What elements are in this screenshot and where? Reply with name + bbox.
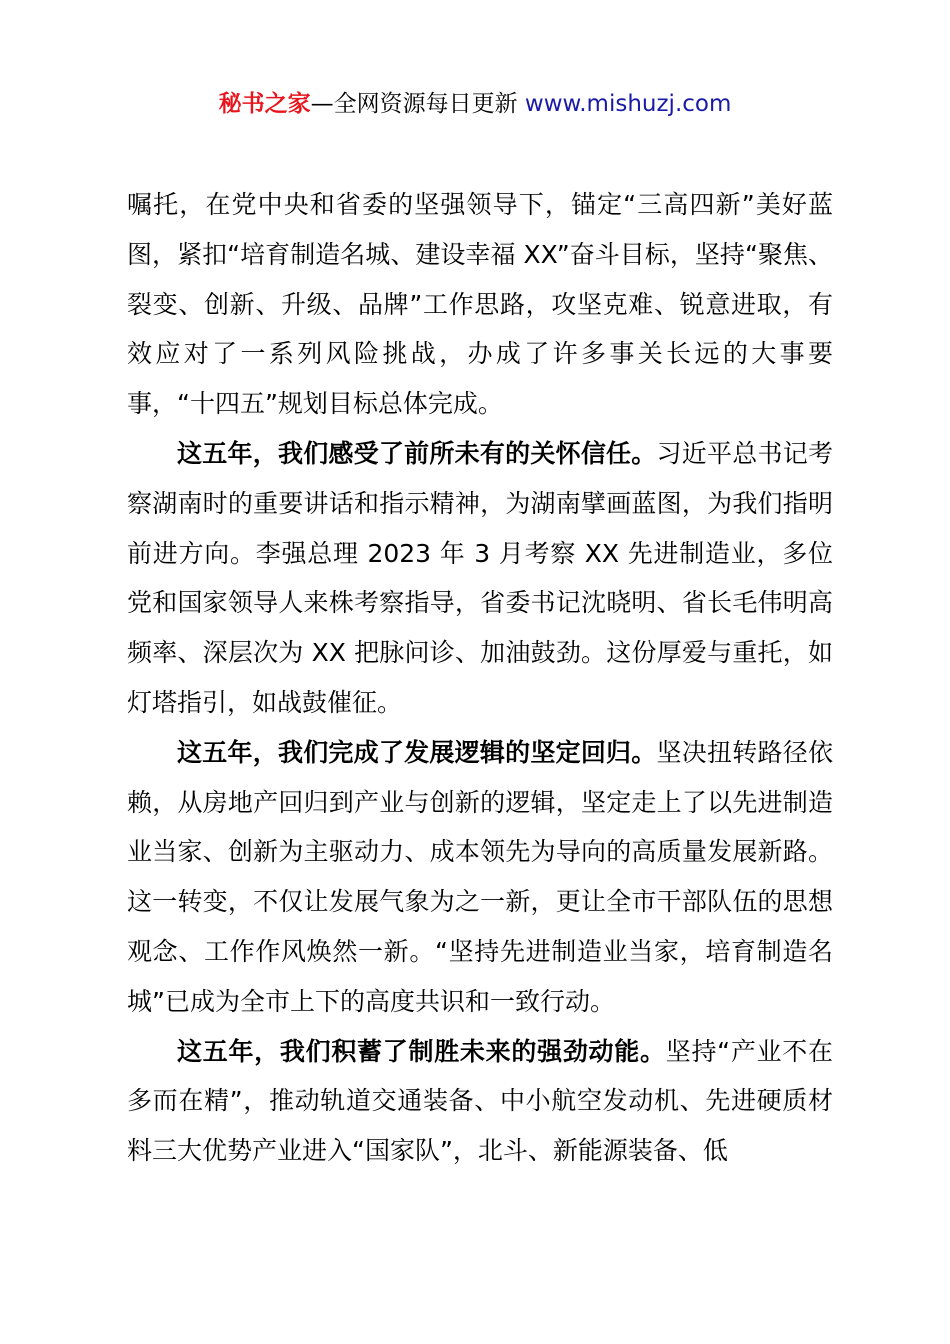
header-tagline: —全网资源每日更新 bbox=[310, 91, 525, 117]
paragraph-text: 嘱托，在党中央和省委的坚强领导下，锚定“三高四新”美好蓝图，紧扣“培育制造名城、建设幸福 XX”奋斗目标，坚持“聚焦、裂变、创新、升级、品牌”工作思路，攻坚克难、锐意进取，有效应对了一系列风险挑战，办成了许多事关长远的大事要事，“十四五”规划目标总体完成。 bbox=[127, 190, 833, 419]
paragraph-text: 坚决扭转路径依赖，从房地产回归到产业与创新的逻辑，坚定走上了以先进制造业当家、创新为主驱动力、成本领先为导向的高质量发展新路。这一转变，不仅让发展气象为之一新，更让全市干部队伍的思想观念、工作作风焕然一新。“坚持先进制造业当家，培育制造名城”已成为全市上下的高度共识和一致行动。 bbox=[127, 737, 833, 1016]
paragraph-4 bbox=[127, 1027, 833, 1176]
paragraph-text: 习近平总书记考察湖南时的重要讲话和指示精神，为湖南擘画蓝图，为我们指明前进方向。李强总理 2023 年 3 月考察 XX 先进制造业，多位党和国家领导人来株考察指导，省委书记沈晓明、省长毛伟明高频率、深层次为 XX 把脉问诊、加油鼓劲。这份厚爱与重托，如灯塔指引，如战鼓催征。 bbox=[127, 438, 833, 717]
paragraph-lead: 这五年，我们完成了发展逻辑的坚定回归。 bbox=[177, 737, 657, 767]
paragraph-3 bbox=[127, 728, 833, 1027]
paragraph-text: 坚持“产业不在多而在精”，推动轨道交通装备、中小航空发动机、先进硬质材料三大优势产业进入“国家队”，北斗、新能源装备、低 bbox=[127, 1036, 833, 1166]
paragraph-lead: 这五年，我们积蓄了制胜未来的强劲动能。 bbox=[177, 1036, 666, 1066]
paragraph-2 bbox=[127, 429, 833, 728]
page-header bbox=[0, 88, 950, 120]
paragraph-lead: 这五年，我们感受了前所未有的关怀信任。 bbox=[177, 438, 657, 468]
document-body bbox=[127, 180, 833, 1176]
paragraph-1 bbox=[127, 180, 833, 429]
header-brand: 秘书之家 bbox=[218, 91, 311, 117]
header-url-link[interactable]: www.mishuzj.com bbox=[524, 91, 732, 117]
